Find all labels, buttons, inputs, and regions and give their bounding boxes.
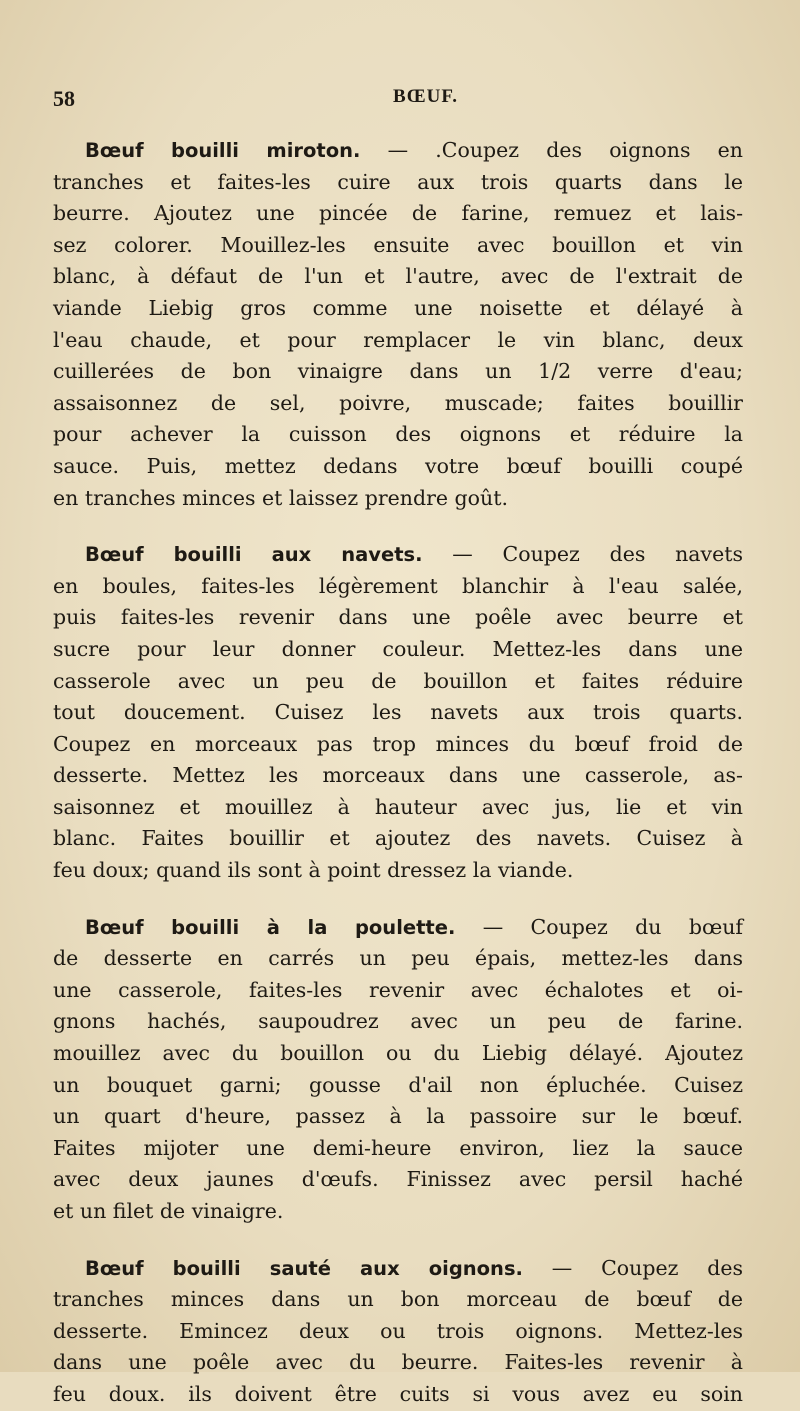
text-line: sucre pour leur donner couleur. Mettez-les dans une <box>53 636 743 661</box>
text-line: assaisonnez de sel, poivre, muscade; faites bouillir <box>53 390 743 415</box>
text-line: viande Liebig gros comme une noisette et délayé à <box>53 295 743 320</box>
line-text: — Coupez des <box>522 1255 744 1280</box>
text-line: un quart d'heure, passez à la passoire sur le bœuf. <box>53 1104 743 1129</box>
text-column <box>53 135 743 1411</box>
text-line: feu doux; quand ils sont à point dressez la viande. <box>53 858 574 883</box>
text-line: tranches et faites-les cuire aux trois quarts dans le <box>53 169 743 194</box>
text-line: l'eau chaude, et pour remplacer le vin blanc, deux <box>53 327 743 352</box>
text-line: cuillerées de bon vinaigre dans un 1/2 verre d'eau; <box>53 359 743 384</box>
running-head <box>53 86 753 116</box>
recipe-paragraph <box>53 135 743 514</box>
text-line: un bouquet garni; gousse d'ail non épluchée. Cuisez <box>53 1072 743 1097</box>
text-line: Coupez en morceaux pas trop minces du bœuf froid de <box>53 731 743 756</box>
text-line: gnons hachés, saupoudrez avec un peu de farine. <box>53 1009 743 1034</box>
text-line: tranches minces dans un bon morceau de bœuf de <box>53 1287 743 1312</box>
text-line: sauce. Puis, mettez dedans votre bœuf bouilli coupé <box>53 453 743 478</box>
recipe-title: Bœuf bouilli sauté aux oignons. <box>85 1256 523 1280</box>
text-line: en tranches minces et laissez prendre goût. <box>53 485 508 510</box>
text-line <box>53 912 743 944</box>
text-line: desserte. Mettez les morceaux dans une casserole, as- <box>53 763 743 788</box>
line-text: — .Coupez des oignons en <box>360 138 743 162</box>
running-title: BŒUF. <box>393 86 459 107</box>
text-line: et un filet de vinaigre. <box>53 1199 284 1223</box>
text-line: mouillez avec du bouillon ou du Liebig délayé. Ajoutez <box>53 1041 743 1066</box>
text-line: en boules, faites-les légèrement blanchir à l'eau salée, <box>53 573 743 598</box>
text-line: puis faites-les revenir dans une poêle avec beurre et <box>53 605 743 630</box>
recipe-title: Bœuf bouilli miroton. <box>85 139 361 162</box>
recipe-title: Bœuf bouilli aux navets. <box>85 543 423 567</box>
text-line: beurre. Ajoutez une pincée de farine, remuez et lais- <box>53 201 743 226</box>
recipe-title: Bœuf bouilli à la poulette. <box>85 915 456 939</box>
text-line <box>53 1253 743 1285</box>
line-text: — Coupez des navets <box>422 542 743 567</box>
text-line: saisonnez et mouillez à hauteur avec jus, lie et vin <box>53 794 743 819</box>
text-line: desserte. Emincez deux ou trois oignons. Mettez-les <box>53 1318 743 1343</box>
recipe-paragraph <box>53 1253 743 1411</box>
recipe-paragraph <box>53 539 743 887</box>
text-line: casserole avec un peu de bouillon et faites réduire <box>53 668 743 693</box>
text-line: dans une poêle avec du beurre. Faites-les revenir à <box>53 1350 743 1375</box>
page-number: 58 <box>53 86 75 111</box>
text-line <box>53 135 743 167</box>
text-line: sez colorer. Mouillez-les ensuite avec bouillon et vin <box>53 232 743 257</box>
text-line: de desserte en carrés un peu épais, mettez-les dans <box>53 946 743 971</box>
line-text: — Coupez du bœuf <box>455 914 744 939</box>
text-line: une casserole, faites-les revenir avec échalotes et oi- <box>53 977 743 1002</box>
text-line: blanc. Faites bouillir et ajoutez des navets. Cuisez à <box>53 826 743 851</box>
text-line: pour achever la cuisson des oignons et réduire la <box>53 422 743 447</box>
text-line: avec deux jaunes d'œufs. Finissez avec persil haché <box>53 1167 743 1192</box>
text-line: feu doux. ils doivent être cuits si vous avez eu soin <box>53 1381 743 1406</box>
text-line: Faites mijoter une demi-heure environ, liez la sauce <box>53 1135 743 1160</box>
recipe-paragraph <box>53 912 743 1228</box>
text-line <box>53 539 743 571</box>
text-line: tout doucement. Cuisez les navets aux trois quarts. <box>53 700 743 725</box>
text-line: blanc, à défaut de l'un et l'autre, avec de l'extrait de <box>53 264 743 289</box>
